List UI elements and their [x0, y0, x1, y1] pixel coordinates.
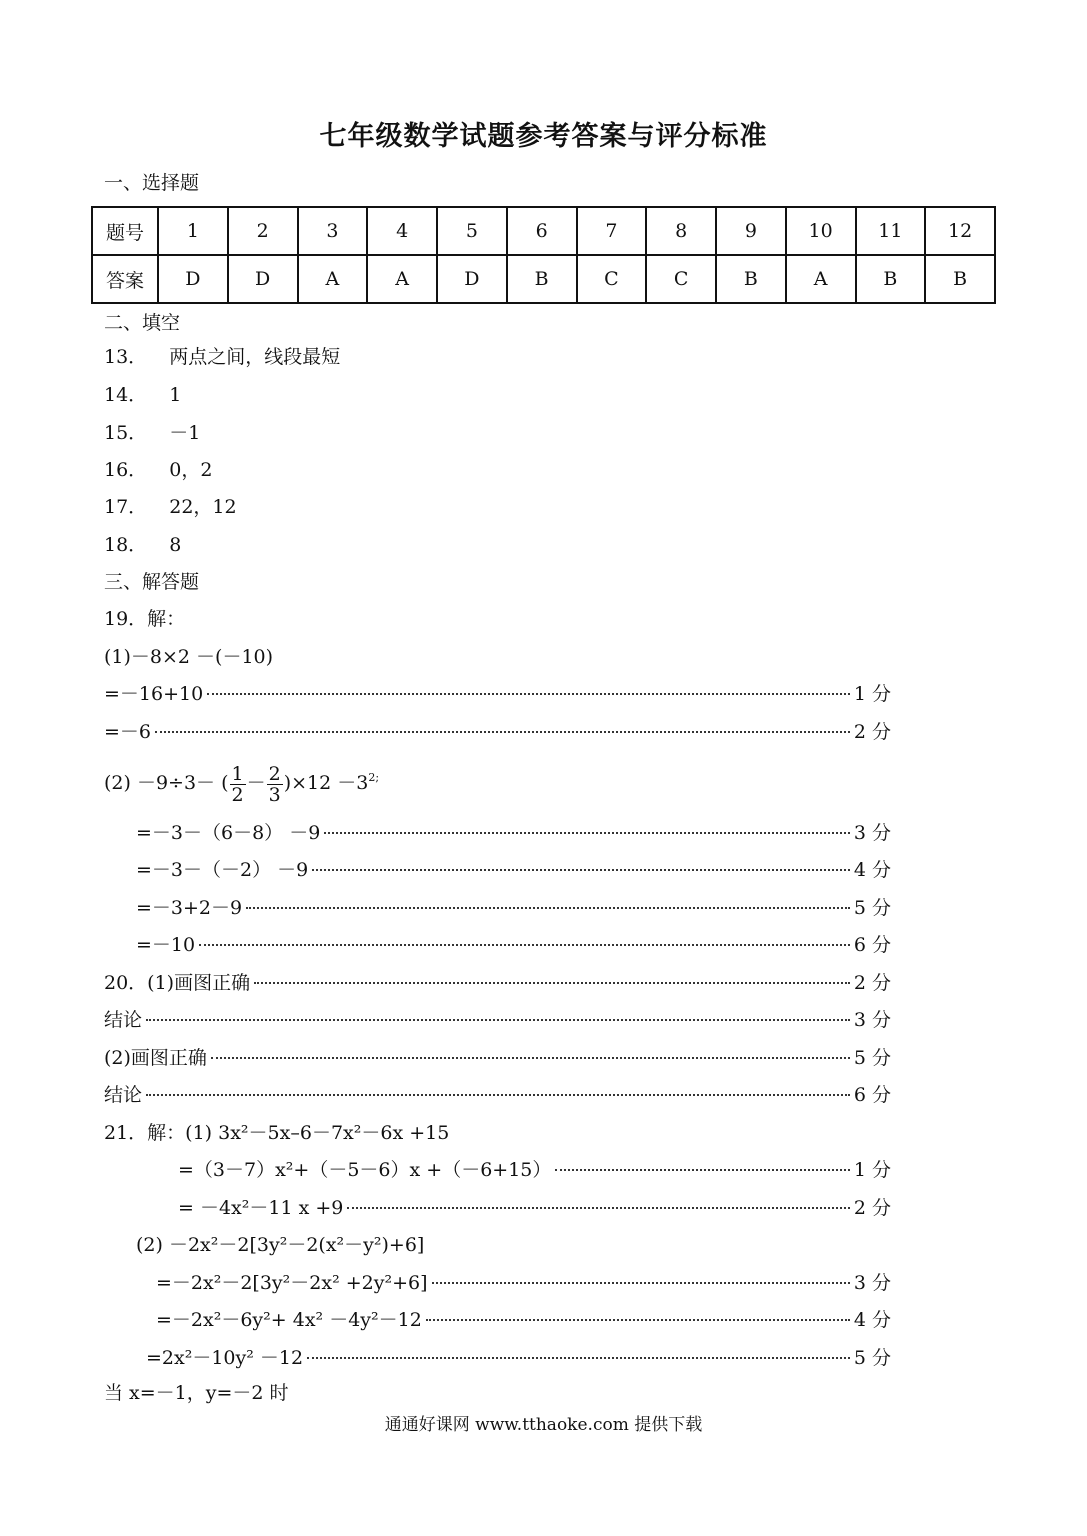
- q20-step: [104, 971, 891, 995]
- step-points: 6 分: [853, 934, 891, 956]
- table-row: [92, 207, 995, 255]
- step-points: 2 分: [853, 1197, 891, 1219]
- step-expression: =－3+2－9: [136, 897, 243, 919]
- fraction: [267, 764, 283, 805]
- q19-step: [136, 933, 891, 957]
- question-number-cell: 8: [646, 207, 716, 255]
- question-number-cell: 1: [158, 207, 228, 255]
- fill-number: 17．: [104, 496, 148, 518]
- dot-leader: [324, 832, 850, 834]
- fill-answer: [104, 383, 181, 407]
- question-number-cell: 12: [925, 207, 995, 255]
- q21-step: [178, 1158, 891, 1182]
- q21-part2-problem: (2) －2x²－2[3y²－2(x²－y²)+6]: [136, 1234, 425, 1256]
- fill-value: 8: [169, 534, 182, 556]
- step-expression: =－3－（6－8） －9: [136, 822, 321, 844]
- step-expression: =－2x²－6y²+ 4x² －4y²－12: [156, 1309, 422, 1331]
- step-expression: =（3－7）x²+（－5－6）x +（－6+15）: [178, 1159, 552, 1181]
- step-text: 结论: [104, 1009, 143, 1031]
- step-expression: =－2x²－2[3y²－2x² +2y²+6]: [156, 1272, 428, 1294]
- step-points: 3 分: [853, 822, 891, 844]
- expression-part: (2) －9÷3－ (: [104, 772, 229, 794]
- fill-answer: [104, 345, 340, 369]
- fill-value: 两点之间，线段最短: [169, 346, 341, 368]
- table-header-cell: 题号: [92, 207, 158, 255]
- q19-step: [136, 858, 891, 882]
- q21-step: [146, 1346, 891, 1370]
- dot-leader: [211, 1057, 850, 1059]
- fill-number: 16．: [104, 459, 148, 481]
- step-points: 5 分: [853, 1047, 891, 1069]
- step-points: 3 分: [853, 1272, 891, 1294]
- q19-step: [104, 682, 891, 706]
- q19-step: [104, 720, 891, 744]
- dot-leader: [432, 1282, 850, 1284]
- section-choice-heading: 一、选择题: [104, 172, 200, 194]
- step-points: 4 分: [853, 1309, 891, 1331]
- question-number-cell: 10: [786, 207, 856, 255]
- section-fill-heading: 二、填空: [104, 312, 181, 334]
- answer-cell: D: [158, 255, 228, 303]
- fill-value: －1: [169, 422, 201, 444]
- step-text: 20．(1)画图正确: [104, 972, 251, 994]
- fraction: [230, 764, 246, 805]
- q20-step: [104, 1008, 891, 1032]
- step-points: 3 分: [853, 1009, 891, 1031]
- question-number-cell: 5: [437, 207, 507, 255]
- question-number-cell: 6: [507, 207, 577, 255]
- q21-step: [178, 1196, 891, 1220]
- step-text: (2)画图正确: [104, 1047, 207, 1069]
- step-points: 5 分: [853, 1347, 891, 1369]
- q19-step: [136, 896, 891, 920]
- exponent: 2;: [368, 770, 380, 784]
- dot-leader: [312, 869, 850, 871]
- step-expression: =－6: [104, 721, 152, 743]
- q20-step: [104, 1083, 891, 1107]
- answer-cell: D: [228, 255, 298, 303]
- dot-leader: [426, 1319, 850, 1321]
- dot-leader: [254, 982, 850, 984]
- step-points: 2 分: [853, 972, 891, 994]
- step-expression: =2x²－10y² －12: [146, 1347, 304, 1369]
- q21-step: [156, 1271, 891, 1295]
- dot-leader: [555, 1169, 849, 1171]
- answer-cell: B: [716, 255, 786, 303]
- fill-answer: [104, 495, 237, 519]
- table-row: [92, 255, 995, 303]
- answer-table: [91, 206, 996, 304]
- fill-value: 22，12: [169, 496, 237, 518]
- fill-number: 13．: [104, 346, 148, 368]
- answer-cell: C: [577, 255, 647, 303]
- question-number-cell: 3: [298, 207, 368, 255]
- question-number-cell: 4: [367, 207, 437, 255]
- dot-leader: [347, 1207, 849, 1209]
- fraction-denominator: 2: [231, 783, 244, 806]
- answer-cell: A: [298, 255, 368, 303]
- fill-answer: [104, 458, 212, 482]
- answer-cell: B: [856, 255, 926, 303]
- answer-cell: D: [437, 255, 507, 303]
- expression-part: －: [246, 772, 266, 794]
- step-points: 4 分: [853, 859, 891, 881]
- answer-cell: B: [925, 255, 995, 303]
- dot-leader: [146, 1094, 850, 1096]
- fill-value: 1: [169, 384, 182, 406]
- step-expression: =－10: [136, 934, 196, 956]
- step-text: 结论: [104, 1084, 143, 1106]
- step-expression: =－16+10: [104, 683, 204, 705]
- page-title: 七年级数学试题参考答案与评分标准: [319, 121, 768, 152]
- step-expression: = －4x²－11 x +9: [178, 1197, 344, 1219]
- fill-number: 18．: [104, 534, 148, 556]
- fraction-numerator: 2: [268, 762, 281, 785]
- step-expression: =－3－（－2） －9: [136, 859, 309, 881]
- q21-heading: 21．解：(1) 3x²－5x–6－7x²－6x +15: [104, 1122, 450, 1144]
- fraction-denominator: 3: [268, 783, 281, 806]
- fraction-numerator: 1: [231, 762, 244, 785]
- step-points: 1 分: [853, 1159, 891, 1181]
- q21-condition: 当 x=－1，y=－2 时: [104, 1382, 289, 1404]
- dot-leader: [155, 731, 850, 733]
- q21-step: [156, 1308, 891, 1332]
- answer-cell: B: [507, 255, 577, 303]
- answer-cell: A: [786, 255, 856, 303]
- fill-answer: [104, 421, 200, 445]
- dot-leader: [199, 944, 850, 946]
- question-number-cell: 2: [228, 207, 298, 255]
- step-points: 1 分: [853, 683, 891, 705]
- q19-heading: 19．解：: [104, 608, 186, 630]
- step-points: 2 分: [853, 721, 891, 743]
- dot-leader: [307, 1357, 850, 1359]
- q20-step: [104, 1046, 891, 1070]
- question-number-cell: 11: [856, 207, 926, 255]
- section-solution-heading: 三、解答题: [104, 571, 200, 593]
- fill-answer: [104, 533, 181, 557]
- answer-cell: C: [646, 255, 716, 303]
- step-points: 5 分: [853, 897, 891, 919]
- footer-source: 通通好课网 www.tthaoke.com 提供下载: [384, 1415, 703, 1435]
- step-points: 6 分: [853, 1084, 891, 1106]
- fill-number: 14．: [104, 384, 148, 406]
- question-number-cell: 9: [716, 207, 786, 255]
- q19-part2-problem: [104, 758, 379, 808]
- question-number-cell: 7: [577, 207, 647, 255]
- table-header-cell: 答案: [92, 255, 158, 303]
- q19-step: [136, 821, 891, 845]
- q19-part1-problem: (1)－8×2 －(－10): [104, 646, 274, 668]
- dot-leader: [246, 907, 850, 909]
- fill-value: 0，2: [169, 459, 213, 481]
- fill-number: 15．: [104, 422, 148, 444]
- expression-part: )×12 －3: [283, 772, 369, 794]
- dot-leader: [146, 1019, 850, 1021]
- answer-cell: A: [367, 255, 437, 303]
- dot-leader: [207, 693, 850, 695]
